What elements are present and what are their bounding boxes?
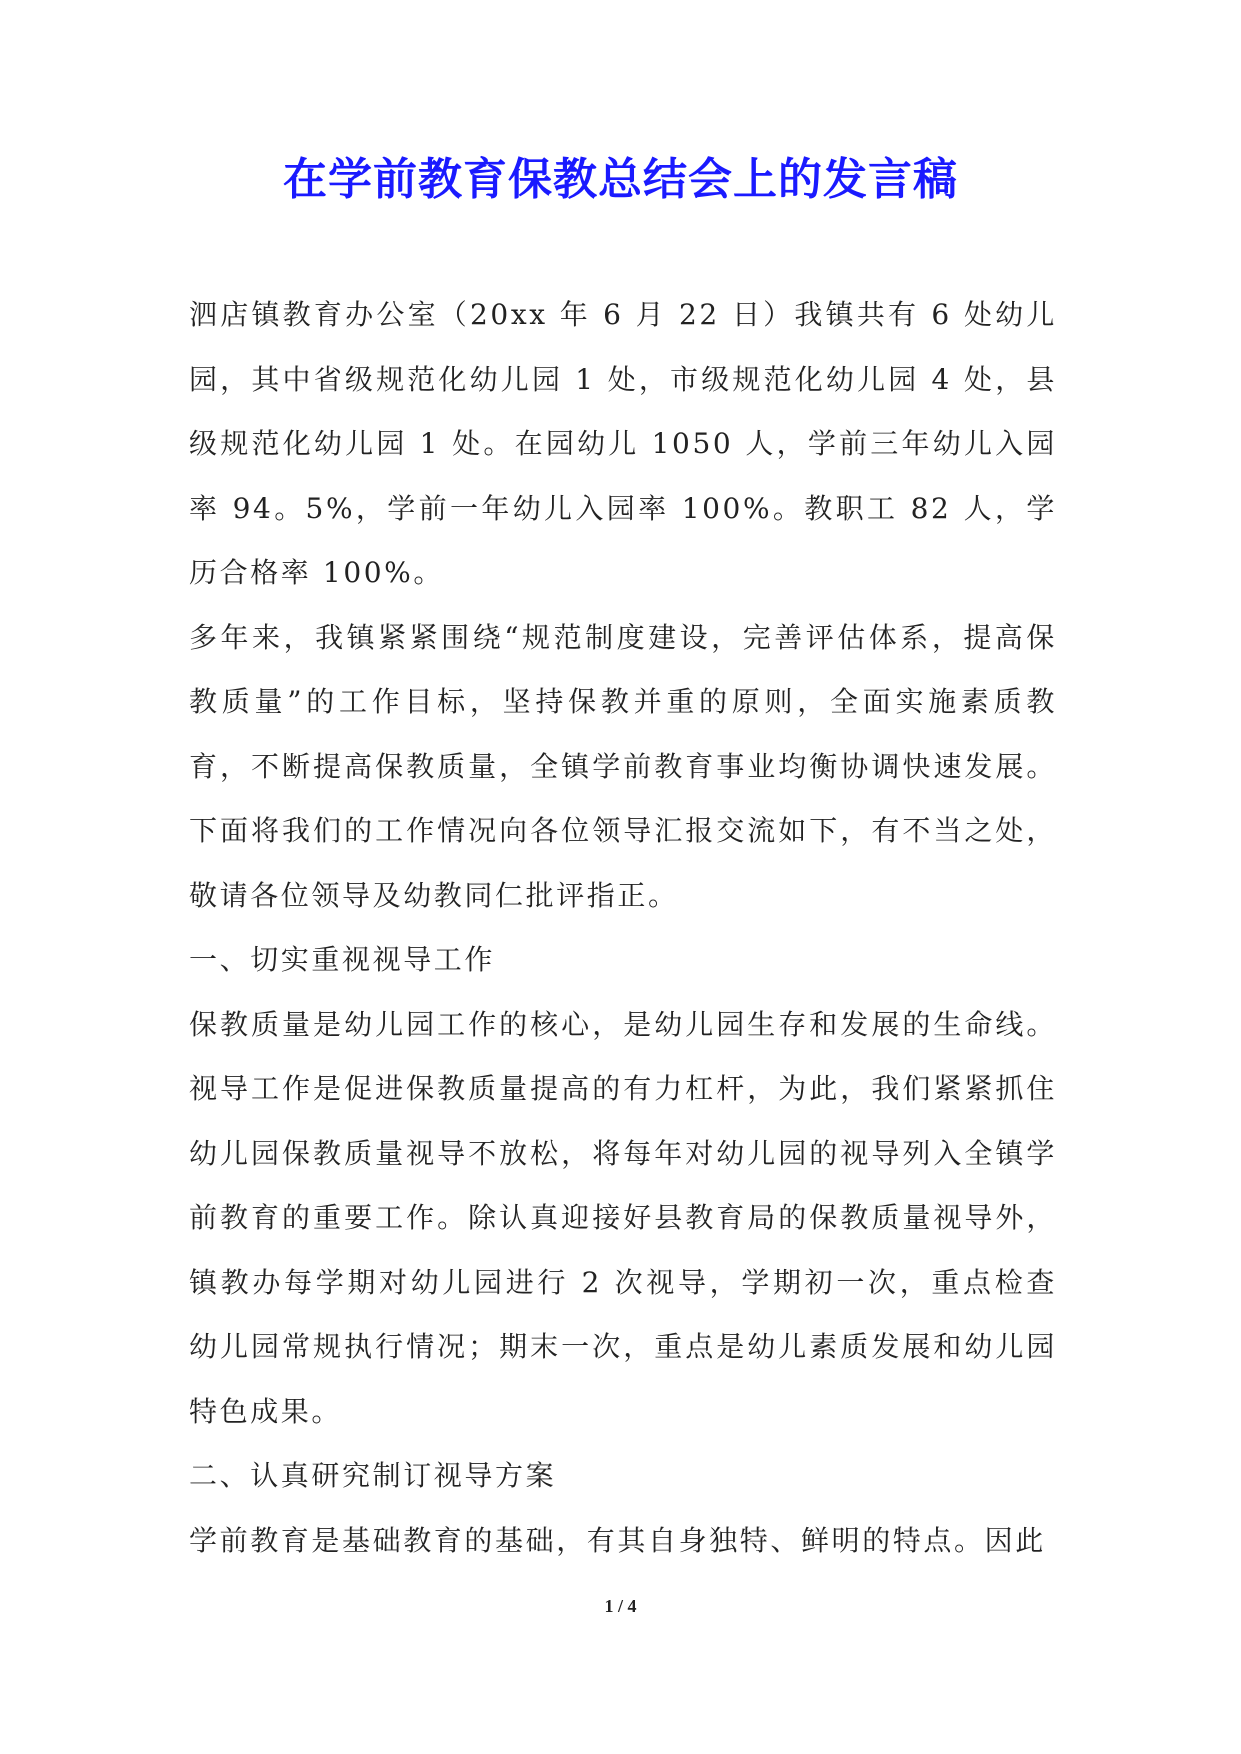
paragraph-overview: 多年来，我镇紧紧围绕“规范制度建设，完善评估体系，提高保教质量”的工作目标，坚持保教并重的原则，全面实施素质教育，不断提高保教质量，全镇学前教育事业均衡协调快速发展。下面将我们的工作情况向各位领导汇报交流如下，有不当之处，敬请各位领导及幼教同仁批评指正。: [189, 620, 1057, 912]
section-heading-1: 一、切实重视视导工作: [189, 943, 496, 976]
paragraph-intro: 泗店镇教育办公室（20xx 年 6 月 22 日）我镇共有 6 处幼儿园，其中省级规范化幼儿园 1 处，市级规范化幼儿园 4 处，县级规范化幼儿园 1 处。在园幼儿 1050 人，学前三年幼儿入园率 94。5%，学前一年幼儿入园率 100%。教职工 82 人，学历合格率 100%。: [189, 298, 1057, 589]
document-title: 在学前教育保教总结会上的发言稿: [283, 154, 958, 205]
document-body: [189, 283, 1057, 1573]
page-number: 1 / 4: [604, 1596, 637, 1616]
section-heading-2: 二、认真研究制订视导方案: [189, 1459, 557, 1492]
paragraph-section-2: 学前教育是基础教育的基础，有其自身独特、鲜明的特点。因此: [189, 1523, 1046, 1557]
paragraph-section-1: 保教质量是幼儿园工作的核心，是幼儿园生存和发展的生命线。视导工作是促进保教质量提高的有力杠杆，为此，我们紧紧抓住幼儿园保教质量视导不放松，将每年对幼儿园的视导列入全镇学前教育的重要工作。除认真迎接好县教育局的保教质量视导外，镇教办每学期对幼儿园进行 2 次视导，学期初一次，重点检查幼儿园常规执行情况；期末一次，重点是幼儿素质发展和幼儿园特色成果。: [189, 1007, 1057, 1428]
